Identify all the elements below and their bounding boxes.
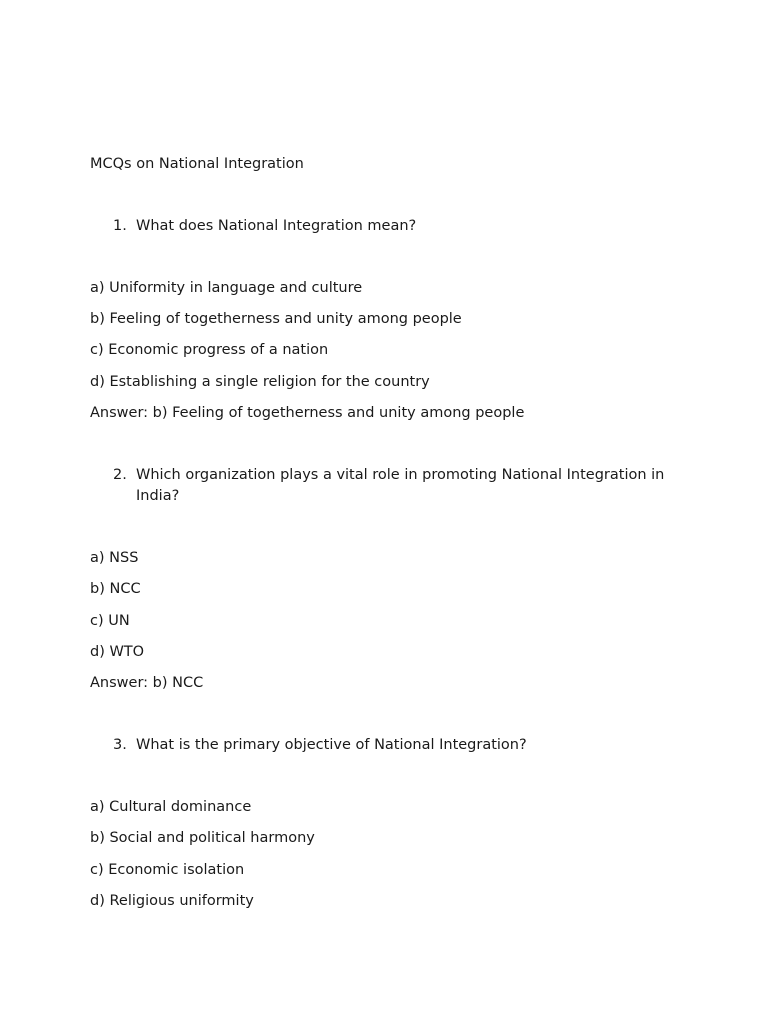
option-b: b) NCC [90, 581, 141, 597]
question-text: What is the primary objective of National Integration? [136, 737, 527, 753]
option-a: a) Uniformity in language and culture [90, 280, 363, 296]
question-1 [113, 216, 673, 237]
option-d: d) Religious uniformity [90, 893, 254, 909]
question-text: Which organization plays a vital role in promoting National Integration in India? [136, 467, 665, 504]
option-c: c) UN [90, 613, 130, 629]
option-b: b) Social and political harmony [90, 830, 315, 846]
option-a: a) Cultural dominance [90, 799, 252, 815]
answer-line: Answer: b) NCC [90, 675, 204, 691]
question-number: 2. [113, 467, 127, 483]
option-d: d) WTO [90, 644, 145, 660]
option-c: c) Economic isolation [90, 862, 245, 878]
option-a: a) NSS [90, 550, 139, 566]
question-text: What does National Integration mean? [136, 218, 417, 234]
option-d: d) Establishing a single religion for the country [90, 374, 430, 390]
answer-line: Answer: b) Feeling of togetherness and unity among people [90, 405, 525, 421]
question-number: 1. [113, 218, 127, 234]
option-b: b) Feeling of togetherness and unity among people [90, 311, 462, 327]
question-3 [113, 735, 673, 756]
question-2 [113, 465, 673, 507]
document-title: MCQs on National Integration [90, 156, 304, 172]
option-c: c) Economic progress of a nation [90, 342, 329, 358]
question-number: 3. [113, 737, 127, 753]
